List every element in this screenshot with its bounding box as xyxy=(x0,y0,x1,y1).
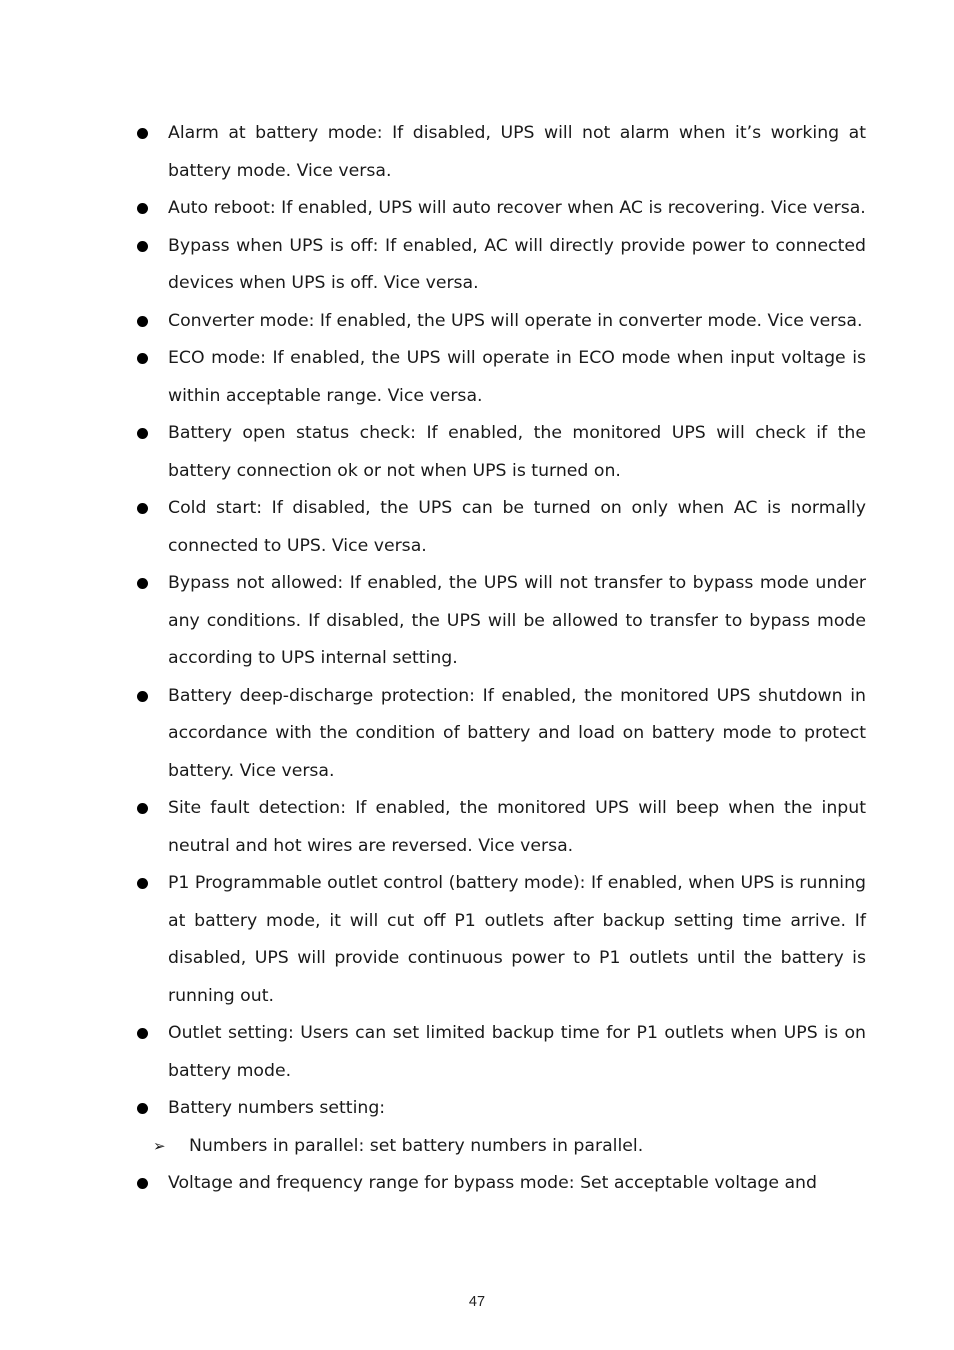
bullet-text: Bypass when UPS is off: If enabled, AC will directly provide power to connected devices when UPS is off. Vice versa. xyxy=(168,235,866,293)
bullet-item-bypass-when-ups-off xyxy=(136,228,866,303)
bullet-item-bypass-not-allowed xyxy=(136,565,866,678)
bullet-item-site-fault-detection xyxy=(136,790,866,865)
bullet-text: Converter mode: If enabled, the UPS will operate in converter mode. Vice versa. xyxy=(168,310,863,331)
bullet-dot-icon xyxy=(137,1178,148,1189)
bullet-dot-icon xyxy=(137,1103,148,1114)
bullet-dot-icon xyxy=(137,353,148,364)
battery-numbers-sub-list xyxy=(136,1128,866,1166)
bullet-text: Auto reboot: If enabled, UPS will auto recover when AC is recovering. Vice versa. xyxy=(168,198,866,218)
bullet-item-alarm-at-battery-mode xyxy=(136,115,866,190)
bullet-item-voltage-frequency-range xyxy=(136,1165,866,1203)
bullet-dot-icon xyxy=(137,203,148,214)
bullet-item-battery-open-status-check xyxy=(136,415,866,490)
bullet-text: ECO mode: If enabled, the UPS will operate in ECO mode when input voltage is within acceptable range. Vice versa. xyxy=(168,348,866,406)
bullet-dot-icon xyxy=(137,878,148,889)
bullet-text: Battery open status check: If enabled, the monitored UPS will check if the battery connection ok or not when UPS is turned on. xyxy=(168,423,866,481)
settings-bullet-list xyxy=(136,115,866,1128)
bullet-dot-icon xyxy=(137,428,148,439)
bullet-item-auto-reboot xyxy=(136,190,866,228)
bullet-item-cold-start xyxy=(136,490,866,565)
bullet-dot-icon xyxy=(137,1028,148,1039)
continued-bullet-list xyxy=(136,1165,866,1203)
bullet-item-p1-programmable-outlet-control xyxy=(136,865,866,1015)
bullet-item-outlet-setting xyxy=(136,1015,866,1090)
bullet-dot-icon xyxy=(137,803,148,814)
sub-item-numbers-in-parallel xyxy=(136,1128,866,1166)
bullet-dot-icon xyxy=(137,691,148,702)
bullet-item-eco-mode xyxy=(136,340,866,415)
bullet-item-converter-mode xyxy=(136,303,866,341)
bullet-text: Battery deep-discharge protection: If enabled, the monitored UPS shutdown in accordance with the condition of battery and load on battery mode to protect battery. Vice versa. xyxy=(168,685,866,781)
bullet-dot-icon xyxy=(137,316,148,327)
page-number: 47 xyxy=(468,1294,486,1310)
arrow-bullet-icon: ➢ xyxy=(153,1136,166,1155)
bullet-text: Site fault detection: If enabled, the monitored UPS will beep when the input neutral and hot wires are reversed. Vice versa. xyxy=(168,798,866,856)
bullet-dot-icon xyxy=(137,578,148,589)
page-body xyxy=(136,115,866,1203)
bullet-text: Battery numbers setting: xyxy=(168,1098,386,1118)
bullet-item-battery-deep-discharge-protection xyxy=(136,678,866,791)
sub-item-text: Numbers in parallel: set battery numbers in parallel. xyxy=(189,1135,644,1156)
bullet-text: Bypass not allowed: If enabled, the UPS will not transfer to bypass mode under any conditions. If disabled, the UPS will be allowed to transfer to bypass mode according to UPS internal setting. xyxy=(168,573,866,668)
bullet-text: P1 Programmable outlet control (battery mode): If enabled, when UPS is running at battery mode, it will cut off P1 outlets after backup setting time arrive. If disabled, UPS will provide continuous power to P1 outlets until the battery is running out. xyxy=(168,873,866,1006)
bullet-text: Voltage and frequency range for bypass mode: Set acceptable voltage and xyxy=(168,1173,817,1193)
bullet-dot-icon xyxy=(137,503,148,514)
bullet-item-battery-numbers-setting xyxy=(136,1090,866,1128)
bullet-dot-icon xyxy=(137,128,148,139)
bullet-text: Outlet setting: Users can set limited backup time for P1 outlets when UPS is on battery mode. xyxy=(168,1023,866,1081)
bullet-text: Alarm at battery mode: If disabled, UPS will not alarm when it’s working at battery mode. Vice versa. xyxy=(168,123,866,181)
bullet-text: Cold start: If disabled, the UPS can be turned on only when AC is normally connected to UPS. Vice versa. xyxy=(168,498,866,556)
bullet-dot-icon xyxy=(137,241,148,252)
